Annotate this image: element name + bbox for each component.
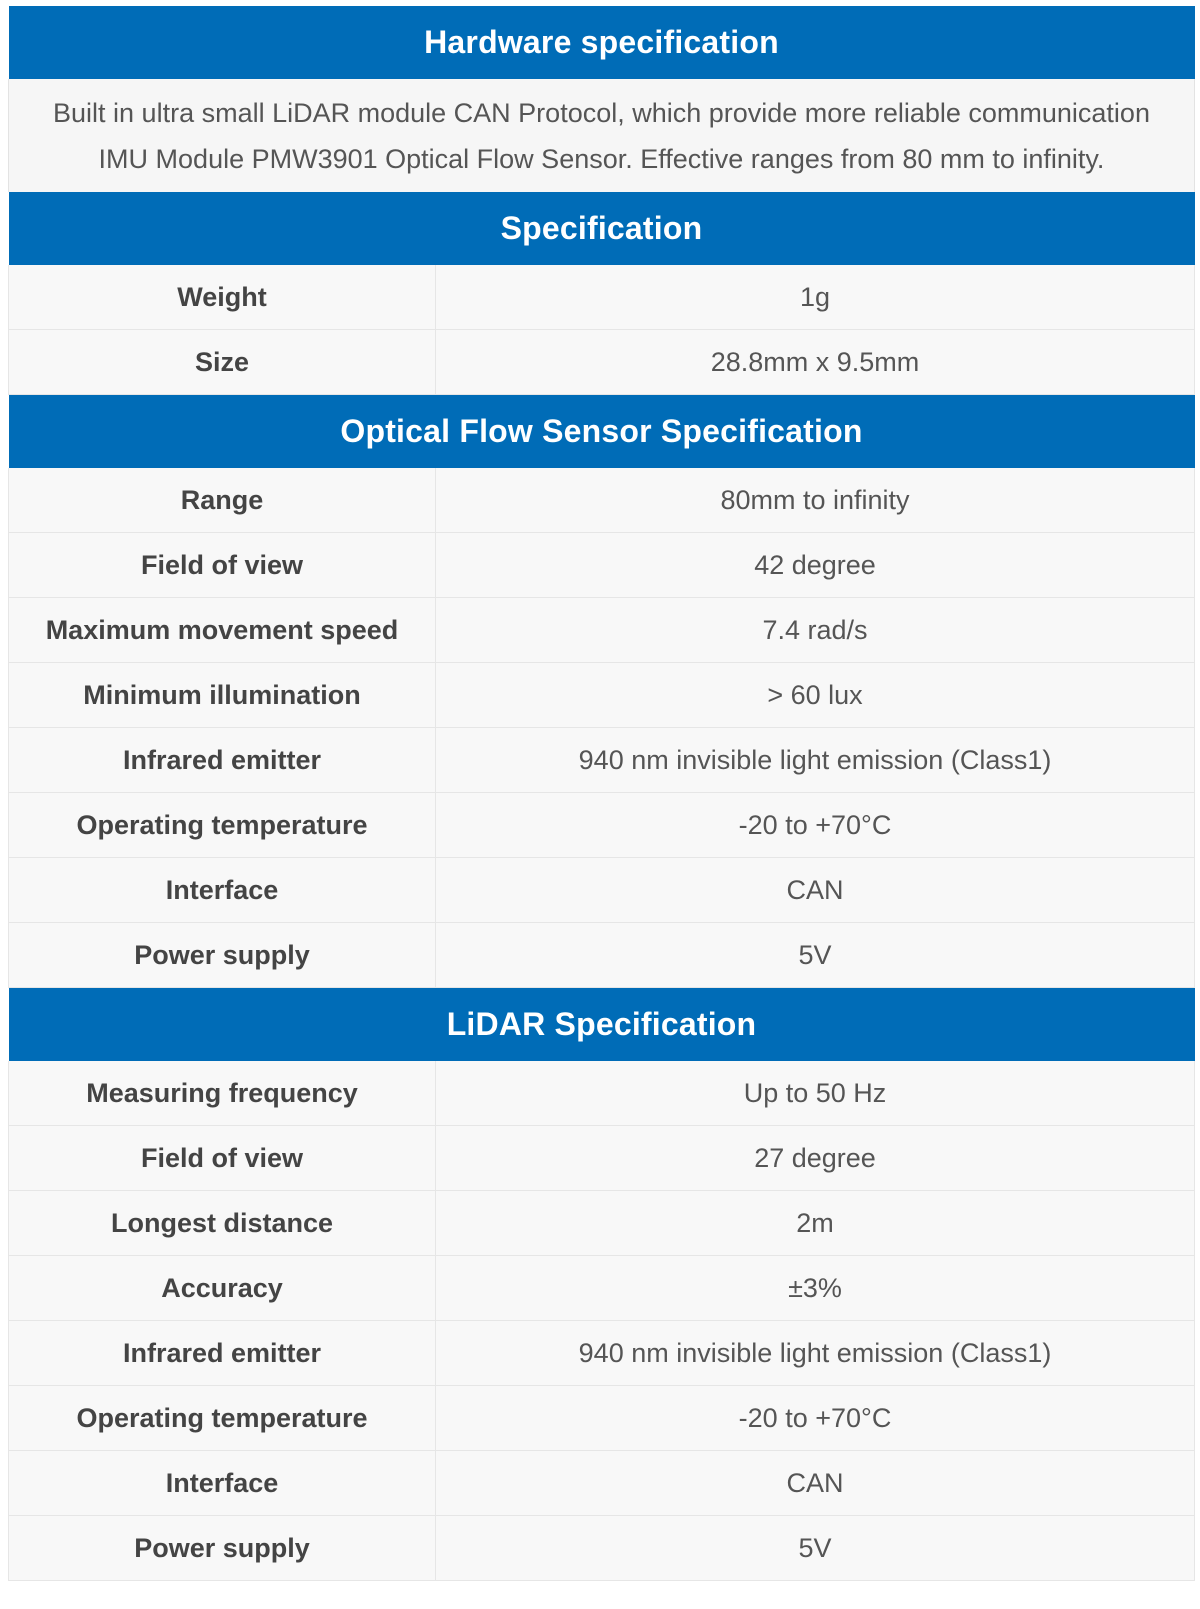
- section-header-specification: [9, 192, 1195, 265]
- spec-label: Power supply: [9, 923, 436, 988]
- spec-row-power-supply: [9, 1516, 1195, 1581]
- spec-row-operating-temperature: [9, 793, 1195, 858]
- spec-label: Range: [9, 468, 436, 533]
- section-title-specification: Specification: [9, 192, 1195, 265]
- spec-row-max-movement-speed: [9, 598, 1195, 663]
- spec-row-field-of-view: [9, 533, 1195, 598]
- hardware-intro-line-2: IMU Module PMW3901 Optical Flow Sensor. Effective ranges from 80 mm to infinity.: [98, 143, 1105, 174]
- spec-row-infrared-emitter: [9, 1321, 1195, 1386]
- spec-row-field-of-view: [9, 1126, 1195, 1191]
- spec-label: Maximum movement speed: [9, 598, 436, 663]
- spec-value: 80mm to infinity: [436, 468, 1195, 533]
- section-header-hardware: [9, 6, 1195, 79]
- spec-value: CAN: [436, 858, 1195, 923]
- spec-value: > 60 lux: [436, 663, 1195, 728]
- spec-row-measuring-frequency: [9, 1061, 1195, 1126]
- spec-row-interface: [9, 858, 1195, 923]
- spec-label: Interface: [9, 858, 436, 923]
- spec-label: Infrared emitter: [9, 728, 436, 793]
- spec-label: Interface: [9, 1451, 436, 1516]
- spec-value: 42 degree: [436, 533, 1195, 598]
- spec-value: 1g: [436, 265, 1195, 330]
- spec-row-interface: [9, 1451, 1195, 1516]
- section-header-lidar: [9, 988, 1195, 1062]
- spec-value: 940 nm invisible light emission (Class1): [436, 728, 1195, 793]
- spec-row-range: [9, 468, 1195, 533]
- spec-row-power-supply: [9, 923, 1195, 988]
- spec-label: Size: [9, 330, 436, 395]
- spec-row-infrared-emitter: [9, 728, 1195, 793]
- spec-row-weight: [9, 265, 1195, 330]
- spec-value: Up to 50 Hz: [436, 1061, 1195, 1126]
- spec-value: 5V: [436, 1516, 1195, 1581]
- spec-value: 28.8mm x 9.5mm: [436, 330, 1195, 395]
- spec-value: -20 to +70°C: [436, 793, 1195, 858]
- spec-value: 27 degree: [436, 1126, 1195, 1191]
- spec-label: Measuring frequency: [9, 1061, 436, 1126]
- spec-label: Operating temperature: [9, 793, 436, 858]
- spec-label: Field of view: [9, 533, 436, 598]
- spec-label: Longest distance: [9, 1191, 436, 1256]
- section-header-optical-flow: [9, 395, 1195, 469]
- spec-row-accuracy: [9, 1256, 1195, 1321]
- spec-label: Power supply: [9, 1516, 436, 1581]
- spec-label: Weight: [9, 265, 436, 330]
- spec-table: [8, 6, 1195, 1581]
- spec-label: Accuracy: [9, 1256, 436, 1321]
- spec-row-min-illumination: [9, 663, 1195, 728]
- section-title-optical-flow: Optical Flow Sensor Specification: [9, 395, 1195, 469]
- spec-value: ±3%: [436, 1256, 1195, 1321]
- spec-label: Infrared emitter: [9, 1321, 436, 1386]
- spec-label: Minimum illumination: [9, 663, 436, 728]
- spec-label: Field of view: [9, 1126, 436, 1191]
- hardware-intro-line-1: Built in ultra small LiDAR module CAN Protocol, which provide more reliable communication: [53, 97, 1150, 128]
- spec-label: Operating temperature: [9, 1386, 436, 1451]
- section-title-lidar: LiDAR Specification: [9, 988, 1195, 1062]
- spec-value: 5V: [436, 923, 1195, 988]
- hardware-intro: [9, 79, 1195, 192]
- section-title-hardware: Hardware specification: [9, 6, 1195, 79]
- spec-value: CAN: [436, 1451, 1195, 1516]
- spec-row-operating-temperature: [9, 1386, 1195, 1451]
- spec-row-longest-distance: [9, 1191, 1195, 1256]
- spec-value: 7.4 rad/s: [436, 598, 1195, 663]
- hardware-intro-row: [9, 79, 1195, 192]
- spec-row-size: [9, 330, 1195, 395]
- spec-value: 2m: [436, 1191, 1195, 1256]
- spec-value: 940 nm invisible light emission (Class1): [436, 1321, 1195, 1386]
- spec-value: -20 to +70°C: [436, 1386, 1195, 1451]
